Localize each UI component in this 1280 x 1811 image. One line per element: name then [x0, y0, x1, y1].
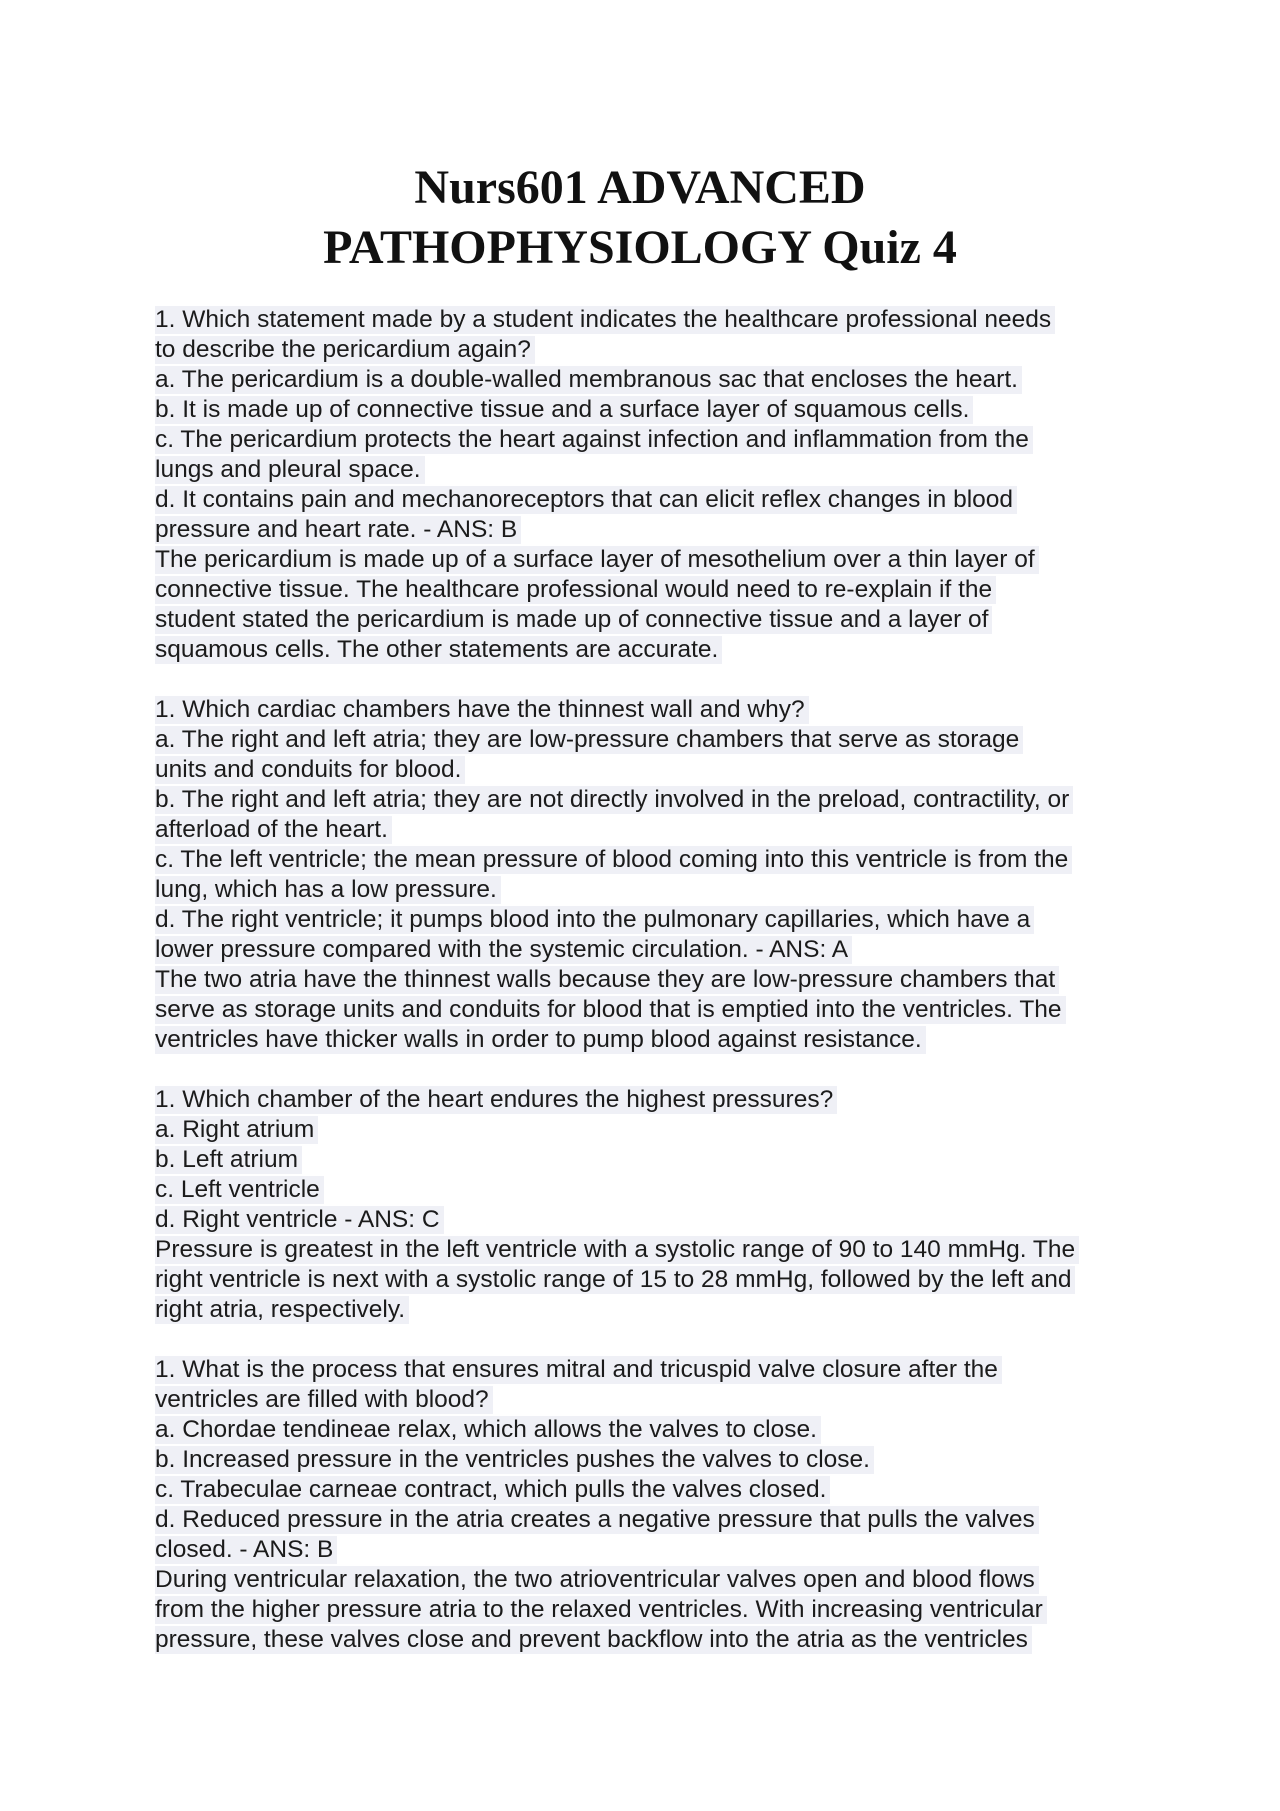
paragraph-gap [155, 1325, 1155, 1355]
title-line: Nurs601 ADVANCED [414, 161, 866, 214]
text-line: closed. - ANS: B [155, 1536, 337, 1564]
text-line: units and conduits for blood. [155, 756, 465, 784]
question-block [155, 695, 1155, 1055]
text-line: student stated the pericardium is made up of connective tissue and a layer of [155, 606, 992, 634]
text-line: ventricles are filled with blood? [155, 1386, 493, 1414]
paragraph-gap [155, 665, 1155, 695]
title-line: PATHOPHYSIOLOGY Quiz 4 [323, 221, 957, 274]
text-line: pressure, these valves close and prevent backflow into the atria as the ventricles [155, 1626, 1032, 1654]
text-line: right atria, respectively. [155, 1296, 409, 1324]
text-line: d. Right ventricle - ANS: C [155, 1206, 444, 1234]
text-line: 1. Which cardiac chambers have the thinnest wall and why? [155, 696, 809, 724]
question-block [155, 1355, 1155, 1655]
text-line: lower pressure compared with the systemic circulation. - ANS: A [155, 936, 852, 964]
paragraph-gap [155, 1055, 1155, 1085]
text-line: b. The right and left atria; they are not directly involved in the preload, contractility, or [155, 786, 1073, 814]
question-block [155, 1085, 1155, 1325]
text-line: lung, which has a low pressure. [155, 876, 501, 904]
text-line: a. Chordae tendineae relax, which allows the valves to close. [155, 1416, 821, 1444]
text-line: lungs and pleural space. [155, 456, 425, 484]
text-line: d. The right ventricle; it pumps blood into the pulmonary capillaries, which have a [155, 906, 1034, 934]
text-line: from the higher pressure atria to the relaxed ventricles. With increasing ventricular [155, 1596, 1047, 1624]
text-line: 1. Which statement made by a student indicates the healthcare professional needs [155, 306, 1055, 334]
text-line: c. Left ventricle [155, 1176, 324, 1204]
question-block [155, 305, 1155, 665]
text-line: a. The right and left atria; they are low-pressure chambers that serve as storage [155, 726, 1023, 754]
text-line: squamous cells. The other statements are accurate. [155, 636, 722, 664]
quiz-content [155, 305, 1155, 1655]
text-line: 1. What is the process that ensures mitral and tricuspid valve closure after the [155, 1356, 1002, 1384]
text-line: a. Right atrium [155, 1116, 318, 1144]
text-line: connective tissue. The healthcare professional would need to re-explain if the [155, 576, 996, 604]
text-line: During ventricular relaxation, the two atrioventricular valves open and blood flows [155, 1566, 1039, 1594]
text-line: c. Trabeculae carneae contract, which pulls the valves closed. [155, 1476, 830, 1504]
text-line: b. Increased pressure in the ventricles pushes the valves to close. [155, 1446, 874, 1474]
text-line: b. Left atrium [155, 1146, 302, 1174]
text-line: c. The pericardium protects the heart against infection and inflammation from the [155, 426, 1033, 454]
text-line: The pericardium is made up of a surface layer of mesothelium over a thin layer of [155, 546, 1039, 574]
text-line: pressure and heart rate. - ANS: B [155, 516, 521, 544]
text-line: serve as storage units and conduits for blood that is emptied into the ventricles. The [155, 996, 1066, 1024]
text-line: b. It is made up of connective tissue and a surface layer of squamous cells. [155, 396, 973, 424]
text-line: d. Reduced pressure in the atria creates a negative pressure that pulls the valves [155, 1506, 1039, 1534]
text-line: afterload of the heart. [155, 816, 392, 844]
text-line: ventricles have thicker walls in order to pump blood against resistance. [155, 1026, 926, 1054]
text-line: right ventricle is next with a systolic range of 15 to 28 mmHg, followed by the left and [155, 1266, 1075, 1294]
document-title [0, 158, 1280, 278]
text-line: to describe the pericardium again? [155, 336, 535, 364]
text-line: c. The left ventricle; the mean pressure of blood coming into this ventricle is from the [155, 846, 1072, 874]
text-line: The two atria have the thinnest walls because they are low-pressure chambers that [155, 966, 1059, 994]
text-line: Pressure is greatest in the left ventricle with a systolic range of 90 to 140 mmHg. The [155, 1236, 1079, 1264]
text-line: d. It contains pain and mechanoreceptors that can elicit reflex changes in blood [155, 486, 1017, 514]
text-line: 1. Which chamber of the heart endures the highest pressures? [155, 1086, 837, 1114]
text-line: a. The pericardium is a double-walled membranous sac that encloses the heart. [155, 366, 1022, 394]
